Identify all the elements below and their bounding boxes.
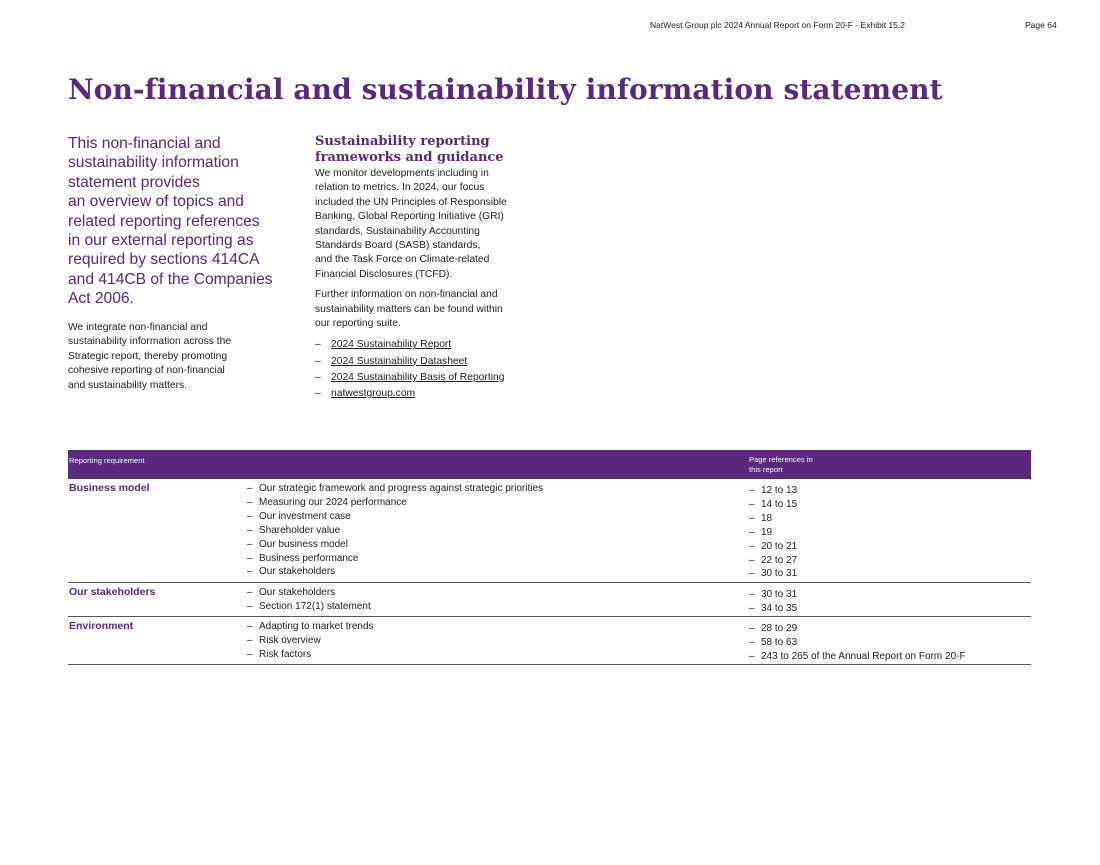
further-info-paragraph [315,288,535,331]
intro-line: an overview of topics and [68,193,244,211]
intro-line: related reporting references [68,212,260,230]
page-ref-text: 22 to 27 [761,554,798,566]
requirement-column-header: Reporting requirement [69,456,145,465]
topic-item: – Risk factors [247,648,312,660]
page-ref-text: 19 [761,526,773,538]
pages-header-line: Page references in [749,455,813,464]
row-category: Environment [69,620,134,632]
paragraph-line: Standards Board (SASB) standards, [315,240,481,252]
topic-text: Risk overview [259,634,321,646]
page-ref: – 14 to 15 [749,498,798,510]
natwestgroup-website-link[interactable]: natwestgroup.com [331,388,416,400]
topic-item: – Our stakeholders [247,566,336,578]
topic-text: Our investment case [259,510,351,522]
page-ref: – 30 to 31 [749,568,798,580]
topic-item: – Adapting to market trends [247,621,374,632]
topic-text: Risk factors [259,648,312,660]
topic-text: Adapting to market trends [259,621,374,632]
list-item: – natwestgroup.com [315,388,416,400]
paragraph-line: and the Task Force on Climate-related [315,254,490,266]
topic-item: – Section 172(1) statement [247,600,371,612]
page-ref: – 243 to 265 of the Annual Report on Form 20-F [749,650,966,662]
paragraph-line: Further information on non-financial and [315,289,498,301]
page-ref: – 28 to 29 [749,623,798,634]
page-ref: – 12 to 13 [749,485,798,496]
topic-text: Shareholder value [259,524,341,536]
paragraph-line: We monitor developments including in [315,168,489,179]
topic-text: Measuring our 2024 performance [259,496,407,508]
intro-line: This non-financial and [68,135,221,152]
table-row [68,617,1031,665]
page-ref: – 20 to 21 [749,540,798,552]
intro-body [68,321,268,393]
intro-body-line: sustainability information across the [68,336,232,348]
intro-line: required by sections 414CA [68,251,260,269]
paragraph-line: Financial Disclosures (TCFD). [315,268,453,280]
row-pages [749,622,966,664]
page-ref-text: 14 to 15 [761,498,798,510]
paragraph-line: our reporting suite. [315,318,401,330]
topic-item: – Risk overview [247,634,321,646]
topic-text: Section 172(1) statement [259,600,371,612]
topic-text: Our stakeholders [259,566,336,578]
intro-line: sustainability information [68,154,239,172]
reporting-requirements-table [68,450,1031,665]
intro-line: in our external reporting as [68,232,254,250]
topic-item: – Measuring our 2024 performance [247,496,407,508]
page-ref: – 22 to 27 [749,554,798,566]
intro-body-line: and sustainability matters. [68,379,188,391]
paragraph-line: relation to metrics. In 2024, our focus [315,182,485,194]
intro-statement [68,134,290,309]
row-topics [247,482,543,579]
sustainability-report-link[interactable]: 2024 Sustainability Report [331,339,452,351]
page-ref-text: 30 to 31 [761,568,798,580]
list-item: – 2024 Sustainability Basis of Reporting [315,371,505,383]
intro-body-line: cohesive reporting of non-financial [68,365,225,377]
topic-text: Our strategic framework and progress against strategic priorities [259,483,544,494]
paragraph-line: sustainability matters can be found within [315,303,503,315]
topic-item: – Our strategic framework and progress against strategic priorities [247,483,544,494]
topic-item: – Our investment case [247,510,351,522]
row-pages [749,588,797,616]
topic-item: – Business performance [247,552,359,564]
row-category: Our stakeholders [69,586,156,598]
intro-line: and 414CB of the Companies [68,270,273,288]
page-ref: – 18 [749,512,773,524]
pages-column-header [749,455,813,474]
topic-item: – Our business model [247,538,348,550]
frameworks-heading-line: Sustainability reporting [315,134,490,149]
document-header-title: NatWest Group plc 2024 Annual Report on Form 20-F - Exhibit 15.2 [650,20,905,30]
row-topics [247,586,371,614]
row-pages [749,484,797,581]
row-topics [247,620,374,662]
paragraph-line: included the UN Principles of Responsible [315,196,507,208]
table-row [68,583,1031,617]
pages-header-line: this report [749,464,783,474]
page-number: Page 64 [1025,20,1057,30]
intro-body-line: We integrate non-financial and [68,322,208,333]
topic-item: – Shareholder value [247,524,341,536]
frameworks-heading-line: frameworks and guidance [315,150,504,165]
page-ref-text: 243 to 265 of the Annual Report on Form 20-F [761,650,966,662]
topic-text: Our stakeholders [259,587,336,598]
row-category: Business model [69,482,150,494]
page-ref: – 30 to 31 [749,589,798,600]
page-ref: – 58 to 63 [749,636,798,648]
intro-body-line: Strategic report, thereby promoting [68,350,228,362]
page-ref: – 34 to 35 [749,602,798,614]
basis-of-reporting-link[interactable]: 2024 Sustainability Basis of Reporting [331,371,505,383]
page-ref-text: 30 to 31 [761,589,798,600]
page-title: Non-financial and sustainability information statement [68,73,943,106]
intro-line: statement provides [68,173,200,191]
page-ref-text: 34 to 35 [761,602,798,614]
frameworks-heading [315,134,535,166]
page-ref-text: 20 to 21 [761,540,798,552]
topic-text: Business performance [259,552,359,564]
paragraph-line: Banking, Global Reporting Initiative (GRI) [315,211,504,223]
sustainability-datasheet-link[interactable]: 2024 Sustainability Datasheet [331,355,468,367]
page-ref-text: 28 to 29 [761,623,798,634]
paragraph-line: standards, Sustainability Accounting [315,225,480,237]
frameworks-paragraph [315,167,535,282]
reporting-suite-links [315,337,535,402]
list-item: – 2024 Sustainability Report [315,339,452,351]
frameworks-section [315,134,535,402]
page-ref-text: 18 [761,512,773,524]
page-ref: – 19 [749,526,773,538]
topic-item: – Our stakeholders [247,587,336,598]
page-ref-text: 58 to 63 [761,636,798,648]
intro-line: Act 2006. [68,290,134,308]
list-item: – 2024 Sustainability Datasheet [315,355,468,367]
table-header [68,450,1031,479]
table-row [68,479,1031,583]
topic-text: Our business model [259,538,348,550]
page-ref-text: 12 to 13 [761,485,798,496]
